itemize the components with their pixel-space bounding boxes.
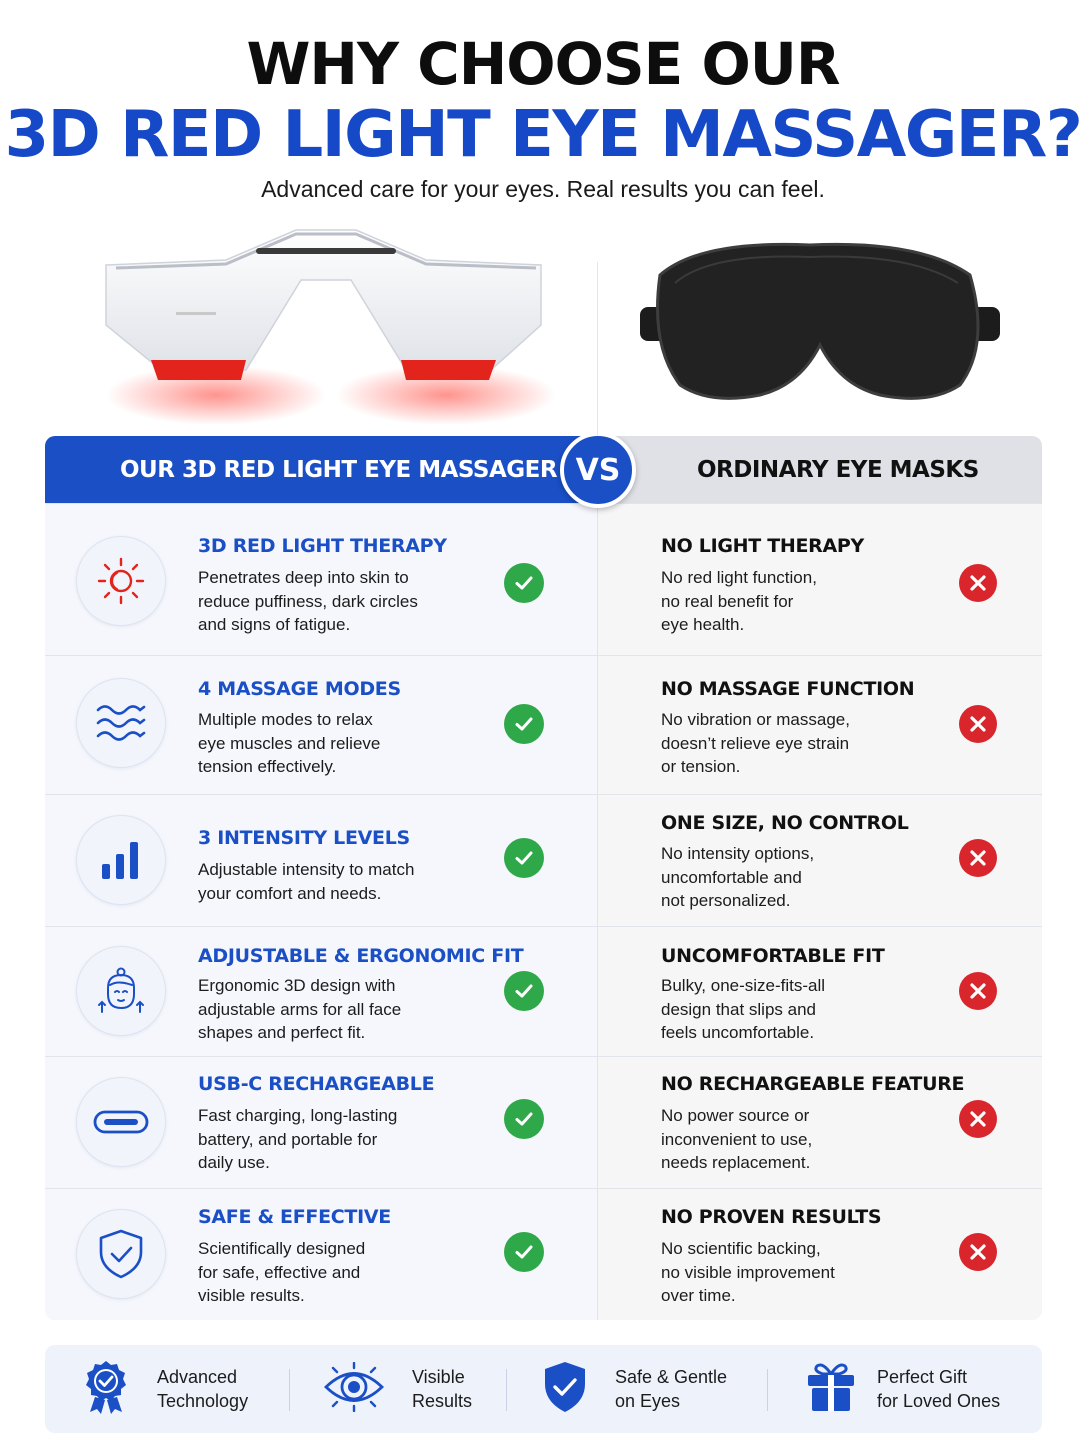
- ordinary-description: No scientific backing, no visible improvement over time.: [661, 1239, 835, 1305]
- shield-icon: [542, 1360, 588, 1419]
- feature-description: Multiple modes to relax eye muscles and relieve tension effectively.: [198, 710, 381, 776]
- check-icon: [504, 838, 544, 878]
- feature-title: SAFE & EFFECTIVE: [198, 1206, 391, 1228]
- ordinary-title: NO LIGHT THERAPY: [661, 535, 864, 557]
- ordinary-title: NO PROVEN RESULTS: [661, 1206, 882, 1228]
- benefits-footer: [45, 1345, 1042, 1433]
- benefit-perfect-gift: [805, 1345, 1000, 1433]
- feature-title: 3D RED LIGHT THERAPY: [198, 535, 447, 557]
- check-icon: [504, 1099, 544, 1139]
- ordinary-description: Bulky, one-size-fits-all design that slips and feels uncomfortable.: [661, 976, 826, 1042]
- feature-description: Penetrates deep into skin to reduce puffiness, dark circles and signs of fatigue.: [198, 568, 418, 634]
- table-row: [45, 503, 1042, 655]
- feature-description: Scientifically designed for safe, effective and visible results.: [198, 1239, 366, 1305]
- table-row: [45, 1056, 1042, 1188]
- footer-divider: [506, 1369, 507, 1411]
- page-subtitle: Advanced care for your eyes. Real results you can feel.: [261, 176, 825, 202]
- feature-title: 4 MASSAGE MODES: [198, 678, 401, 700]
- waves-icon: [76, 678, 166, 768]
- cross-icon: [959, 705, 997, 743]
- feature-description: Fast charging, long-lasting battery, and portable for daily use.: [198, 1106, 398, 1172]
- ordinary-description: No intensity options, uncomfortable and not personalized.: [661, 844, 815, 910]
- table-row: [45, 1188, 1042, 1320]
- award-badge-icon: [81, 1359, 131, 1420]
- cross-icon: [959, 564, 997, 602]
- page-title-line1: WHY CHOOSE OUR: [246, 30, 840, 98]
- comparison-table: [45, 436, 1042, 1320]
- cross-icon: [959, 839, 997, 877]
- ordinary-title: NO MASSAGE FUNCTION: [661, 678, 915, 700]
- footer-divider: [289, 1369, 290, 1411]
- feature-description: Ergonomic 3D design with adjustable arms for all face shapes and perfect fit.: [198, 976, 402, 1042]
- eye-icon: [323, 1362, 385, 1417]
- check-icon: [504, 563, 544, 603]
- gift-icon: [805, 1361, 857, 1418]
- feature-title: 3 INTENSITY LEVELS: [198, 827, 410, 849]
- sun-icon: [76, 536, 166, 626]
- ordinary-description: No power source or inconvenient to use, needs replacement.: [661, 1106, 813, 1172]
- table-row: [45, 926, 1042, 1056]
- cross-icon: [959, 1100, 997, 1138]
- benefit-label: Visible Results: [412, 1367, 473, 1411]
- feature-title: USB-C RECHARGEABLE: [198, 1073, 435, 1095]
- feature-description: Adjustable intensity to match your comfort and needs.: [198, 860, 415, 903]
- benefit-label: Safe & Gentle on Eyes: [615, 1367, 728, 1411]
- benefit-visible-results: [323, 1345, 472, 1433]
- ordinary-title: ONE SIZE, NO CONTROL: [661, 812, 909, 834]
- usb-c-icon: [76, 1077, 166, 1167]
- footer-divider: [767, 1369, 768, 1411]
- bar-chart-icon: [76, 815, 166, 905]
- face-icon: [76, 946, 166, 1036]
- table-row: [45, 655, 1042, 794]
- feature-title: ADJUSTABLE & ERGONOMIC FIT: [198, 945, 524, 967]
- benefit-safe-gentle: [542, 1345, 727, 1433]
- benefit-label: Advanced Technology: [157, 1367, 249, 1411]
- massager-product-image: [96, 220, 556, 430]
- check-icon: [504, 971, 544, 1011]
- ordinary-heading: ORDINARY EYE MASKS: [597, 436, 1042, 503]
- ordinary-description: No red light function, no real benefit for eye health.: [661, 568, 817, 634]
- cross-icon: [959, 1233, 997, 1271]
- our-product-heading: OUR 3D RED LIGHT EYE MASSAGER: [45, 436, 597, 503]
- shield-check-icon: [76, 1209, 166, 1299]
- product-divider: [597, 262, 598, 442]
- check-icon: [504, 1232, 544, 1272]
- benefit-advanced-technology: [81, 1345, 248, 1433]
- page-title-line2: 3D RED LIGHT EYE MASSAGER?: [4, 98, 1082, 172]
- vs-badge: VS: [560, 436, 636, 508]
- ordinary-title: NO RECHARGEABLE FEATURE: [661, 1073, 965, 1095]
- ordinary-mask-image: [640, 235, 1000, 415]
- table-row: [45, 794, 1042, 926]
- ordinary-description: No vibration or massage, doesn’t relieve eye strain or tension.: [661, 710, 850, 776]
- ordinary-title: UNCOMFORTABLE FIT: [661, 945, 885, 967]
- cross-icon: [959, 972, 997, 1010]
- check-icon: [504, 704, 544, 744]
- benefit-label: Perfect Gift for Loved Ones: [877, 1367, 1001, 1411]
